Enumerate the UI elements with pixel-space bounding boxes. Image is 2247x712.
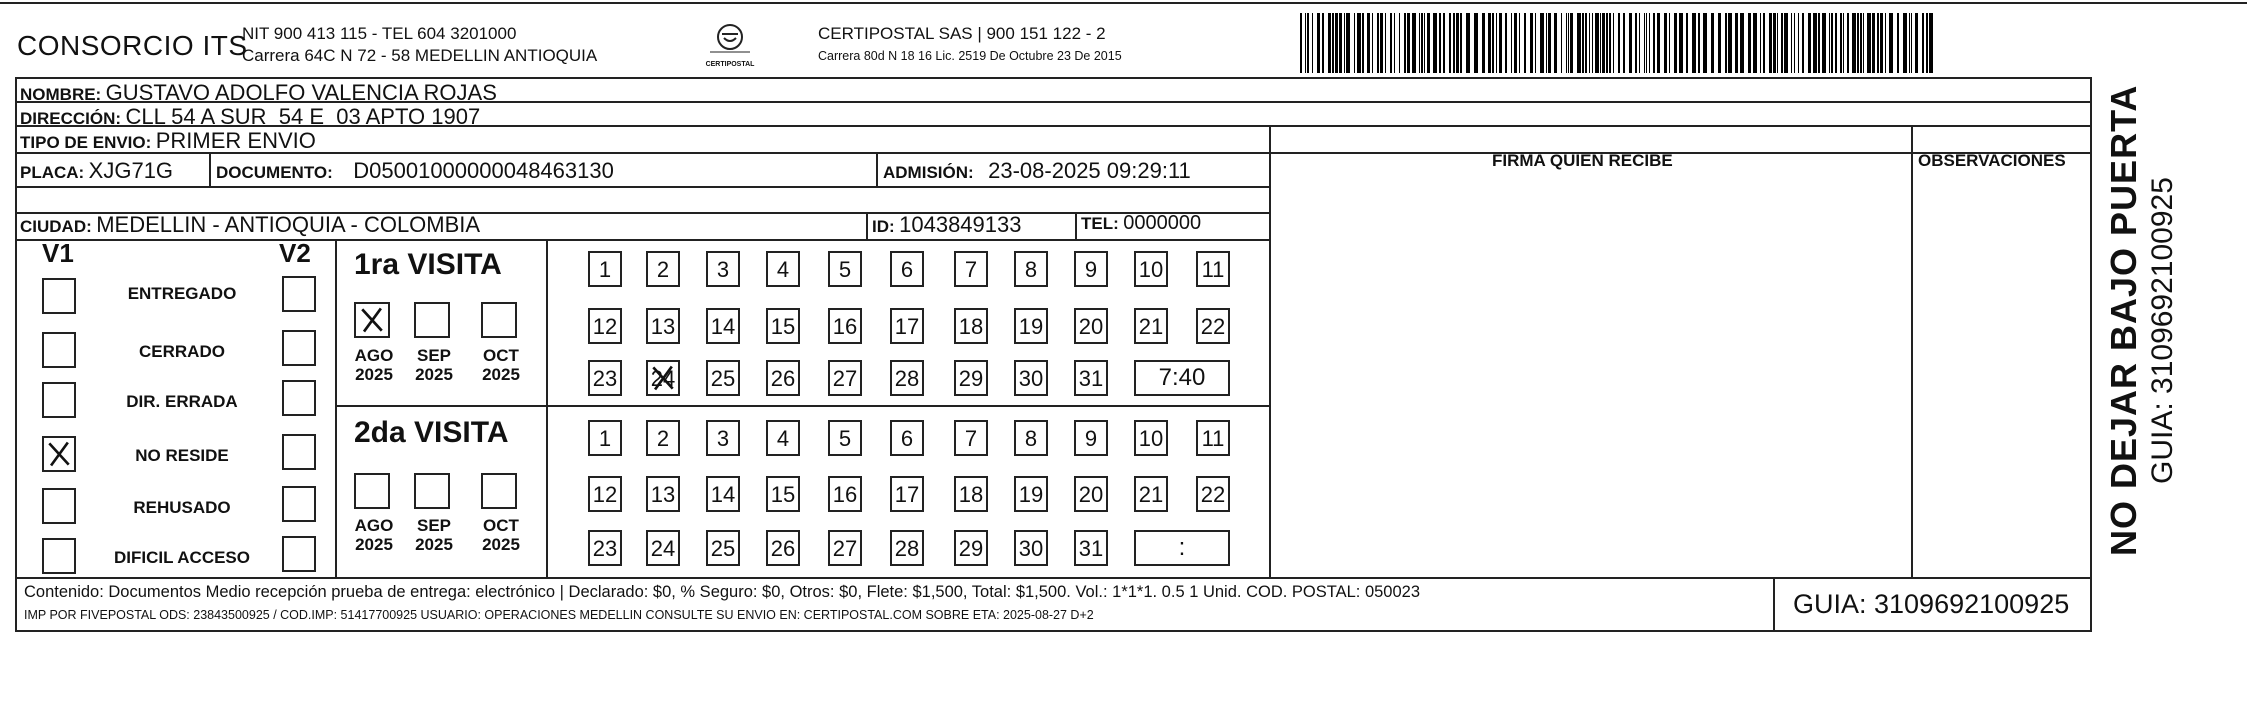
footer-top — [15, 577, 2092, 579]
day-box[interactable] — [766, 530, 800, 566]
frame-bottom — [15, 630, 2092, 632]
month-label — [344, 346, 404, 384]
ciudad-cell — [20, 212, 480, 238]
day-number: 19 — [1018, 482, 1044, 507]
day-number: 2 — [656, 426, 670, 451]
cert-line2: Carrera 80d N 18 16 Lic. 2519 De Octubre 23 De 2015 — [818, 49, 1122, 63]
month-name: AGO — [354, 346, 394, 365]
logo-icon — [700, 22, 760, 56]
row-line-6 — [15, 239, 1269, 241]
row-line-4 — [15, 186, 1269, 188]
day-number: 25 — [710, 366, 736, 391]
month-year: 2025 — [482, 535, 520, 554]
month-label — [344, 516, 404, 554]
day-number: 26 — [770, 536, 796, 561]
month-year: 2025 — [355, 365, 393, 384]
check-mark-icon — [356, 304, 388, 336]
footer-content: Contenido: Documentos Medio recepción prueba de entrega: electrónico | Declarado: $0, % Seguro: $0, Otros: $0, Flete: $1,500, Total: $1,500. Vol.: 1*1*1. 0.5 1 Unid. COD. POSTAL: 050023 — [24, 583, 1421, 601]
placa-divider — [209, 152, 211, 188]
day-number: 18 — [958, 314, 984, 339]
check-mark-icon — [648, 362, 678, 394]
v1-checkbox[interactable] — [42, 332, 76, 368]
month-year: 2025 — [482, 365, 520, 384]
nombre-row — [20, 80, 497, 106]
month-name: SEP — [416, 516, 452, 535]
company-info — [242, 23, 597, 67]
id-value: 1043849133 — [899, 212, 1022, 237]
certipostal-logo — [700, 22, 760, 66]
tel-label: TEL: — [1081, 214, 1119, 233]
check-mark-icon — [44, 438, 74, 470]
v1-header: V1 — [42, 238, 74, 268]
day-box[interactable] — [646, 530, 680, 566]
day-number: 10 — [1138, 426, 1164, 451]
v2-checkbox[interactable] — [282, 486, 316, 522]
month-name: AGO — [354, 516, 394, 535]
day-box[interactable] — [1134, 308, 1168, 344]
day-box[interactable] — [954, 360, 988, 396]
day-box[interactable] — [1014, 360, 1048, 396]
day-number: 23 — [592, 366, 618, 391]
month-name: OCT — [483, 346, 519, 365]
time-field[interactable]: : — [1134, 530, 1230, 566]
month-year: 2025 — [415, 365, 453, 384]
certipostal-info — [818, 23, 1122, 67]
day-box[interactable] — [1014, 308, 1048, 344]
month-checkbox[interactable] — [414, 473, 450, 509]
day-number: 8 — [1024, 257, 1038, 282]
month-label — [471, 516, 531, 554]
observaciones-header: OBSERVACIONES — [1918, 151, 2066, 170]
day-number: 10 — [1138, 257, 1164, 282]
day-box[interactable] — [828, 360, 862, 396]
day-number: 13 — [650, 314, 676, 339]
day-box[interactable] — [588, 308, 622, 344]
cert-line1: CERTIPOSTAL SAS | 900 151 122 - 2 — [818, 24, 1106, 43]
v1-checkbox[interactable] — [42, 382, 76, 418]
status-label: REHUSADO — [133, 498, 231, 517]
day-number: 20 — [1078, 482, 1104, 507]
status-label: DIFICIL ACCESO — [113, 548, 250, 567]
day-number: 29 — [958, 536, 984, 561]
day-number: 8 — [1024, 426, 1038, 451]
day-number: 25 — [710, 536, 736, 561]
day-number: 17 — [894, 482, 920, 507]
day-number: 7 — [964, 426, 978, 451]
nombre-label: NOMBRE: — [20, 85, 102, 104]
day-number: 11 — [1201, 257, 1225, 282]
day-box[interactable] — [1196, 420, 1230, 456]
day-box[interactable] — [766, 420, 800, 456]
id-cell — [872, 212, 1021, 238]
day-number: 22 — [1200, 482, 1226, 507]
admision-label: ADMISIÓN: — [883, 163, 974, 182]
tel-divider — [1075, 212, 1077, 239]
day-box[interactable] — [766, 476, 800, 512]
day-box[interactable] — [1074, 251, 1108, 287]
day-number: 31 — [1078, 366, 1104, 391]
day-box[interactable] — [954, 308, 988, 344]
direccion-row — [20, 104, 480, 130]
day-box[interactable] — [954, 251, 988, 287]
day-box[interactable] — [588, 420, 622, 456]
day-box[interactable] — [588, 476, 622, 512]
day-box[interactable] — [890, 360, 924, 396]
day-number: 5 — [838, 257, 852, 282]
guia-divider — [1773, 577, 1775, 632]
day-number: 3 — [716, 426, 730, 451]
documento-cell — [216, 158, 614, 184]
day-box[interactable] — [890, 251, 924, 287]
frame-left — [15, 77, 17, 632]
day-box[interactable] — [1196, 308, 1230, 344]
v2-checkbox[interactable] — [282, 434, 316, 470]
day-box[interactable] — [1074, 530, 1108, 566]
v1-checkbox[interactable] — [42, 538, 76, 574]
day-box[interactable] — [1074, 476, 1108, 512]
month-year: 2025 — [415, 535, 453, 554]
day-number: 29 — [958, 366, 984, 391]
footer-imp: IMP POR FIVEPOSTAL ODS: 23843500925 / COD.IMP: 51417700925 USUARIO: OPERACIONES MEDELLIN CONSULTE SU ENVIO EN: CERTIPOSTAL.COM SOBRE ETA: 2025-08-27 D+2 — [24, 608, 1094, 622]
month-year: 2025 — [355, 535, 393, 554]
day-number: 7 — [964, 257, 978, 282]
day-box[interactable] — [890, 420, 924, 456]
v1-checkbox[interactable] — [42, 488, 76, 524]
tel-cell — [1081, 212, 1201, 235]
day-box[interactable] — [766, 360, 800, 396]
month-checkbox[interactable] — [481, 302, 517, 338]
day-box[interactable] — [954, 476, 988, 512]
month-label — [404, 346, 464, 384]
day-number: 21 — [1138, 482, 1164, 507]
no-dejar-bajo-puerta: NO DEJAR BAJO PUERTA — [2103, 84, 2144, 556]
v1-checkbox[interactable] — [42, 436, 76, 472]
day-box[interactable] — [706, 476, 740, 512]
day-number: 4 — [776, 426, 790, 451]
day-box[interactable] — [646, 476, 680, 512]
day-box[interactable] — [1074, 360, 1108, 396]
status-label: NO RESIDE — [135, 446, 229, 465]
id-divider — [866, 212, 868, 239]
day-box[interactable] — [706, 251, 740, 287]
day-box[interactable] — [828, 251, 862, 287]
day-number: 12 — [592, 482, 618, 507]
day-box[interactable] — [646, 360, 680, 396]
tipo-row — [20, 128, 316, 154]
day-box[interactable] — [1014, 420, 1048, 456]
day-box[interactable] — [646, 308, 680, 344]
day-box[interactable] — [954, 530, 988, 566]
day-number: 17 — [894, 314, 920, 339]
tipo-value: PRIMER ENVIO — [155, 128, 316, 153]
tipo-label: TIPO DE ENVIO: — [20, 133, 152, 152]
nombre-value: GUSTAVO ADOLFO VALENCIA ROJAS — [105, 80, 497, 105]
status-label: ENTREGADO — [127, 284, 237, 303]
admision-value: 23-08-2025 09:29:11 — [988, 158, 1191, 183]
day-number: 3 — [716, 257, 730, 282]
top-border — [0, 2, 2247, 4]
day-number: 26 — [770, 366, 796, 391]
day-number: 13 — [650, 482, 676, 507]
day-number: 30 — [1018, 366, 1044, 391]
day-box[interactable] — [706, 530, 740, 566]
day-number: 24 — [650, 536, 676, 561]
ciudad-value: MEDELLIN - ANTIOQUIA - COLOMBIA — [96, 212, 481, 237]
day-number: 1 — [598, 426, 612, 451]
day-number: 30 — [1018, 536, 1044, 561]
day-number: 14 — [710, 482, 736, 507]
day-box[interactable] — [954, 420, 988, 456]
day-number: 2 — [656, 257, 670, 282]
day-box[interactable] — [828, 476, 862, 512]
day-box[interactable] — [588, 530, 622, 566]
day-number: 18 — [958, 482, 984, 507]
day-box[interactable] — [766, 308, 800, 344]
nit-line: NIT 900 413 115 - TEL 604 3201000 — [242, 24, 517, 43]
v2-checkbox[interactable] — [282, 380, 316, 416]
day-number: 16 — [832, 482, 858, 507]
placa-cell — [20, 158, 173, 184]
day-box[interactable] — [828, 420, 862, 456]
day-box[interactable] — [1014, 251, 1048, 287]
documento-value: D05001000000048463130 — [353, 158, 614, 183]
day-number: 11 — [1201, 426, 1225, 451]
time-field[interactable]: 7:40 — [1134, 360, 1230, 396]
month-name: SEP — [416, 346, 452, 365]
day-number: 16 — [832, 314, 858, 339]
v2-checkbox[interactable] — [282, 330, 316, 366]
month-checkbox[interactable] — [414, 302, 450, 338]
day-box[interactable] — [646, 251, 680, 287]
day-number: 6 — [900, 257, 914, 282]
day-number: 5 — [838, 426, 852, 451]
visit-divider — [335, 405, 1269, 407]
month-checkbox[interactable] — [354, 302, 390, 338]
firma-divider — [1269, 125, 1271, 579]
months-divider — [546, 239, 548, 579]
status-label: DIR. ERRADA — [126, 392, 238, 411]
id-label: ID: — [872, 217, 895, 236]
v2-checkbox[interactable] — [282, 276, 316, 312]
day-box[interactable] — [1074, 308, 1108, 344]
day-box[interactable] — [1196, 476, 1230, 512]
status-label: CERRADO — [139, 342, 225, 361]
side-guia: GUIA: 3109692100925 — [2146, 177, 2179, 484]
day-number: 19 — [1018, 314, 1044, 339]
visit2-title: 2da VISITA — [354, 416, 509, 449]
day-box[interactable] — [1074, 420, 1108, 456]
barcode — [1300, 13, 1940, 73]
v2-checkbox[interactable] — [282, 536, 316, 572]
placa-label: PLACA: — [20, 163, 85, 182]
day-box[interactable] — [890, 308, 924, 344]
address-line: Carrera 64C N 72 - 58 MEDELLIN ANTIOQUIA — [242, 46, 598, 65]
day-box[interactable] — [706, 308, 740, 344]
day-number: 6 — [900, 426, 914, 451]
month-checkbox[interactable] — [481, 473, 517, 509]
day-number: 23 — [592, 536, 618, 561]
obs-divider — [1911, 125, 1913, 579]
visit1-title: 1ra VISITA — [354, 248, 502, 281]
day-box[interactable] — [1134, 476, 1168, 512]
day-box[interactable] — [1014, 476, 1048, 512]
day-box[interactable] — [1014, 530, 1048, 566]
day-number: 27 — [832, 536, 858, 561]
day-box[interactable] — [890, 476, 924, 512]
frame-right — [2090, 77, 2092, 632]
frame-top — [15, 77, 2092, 79]
status-divider — [335, 239, 337, 579]
guia-number: GUIA: 3109692100925 — [1793, 589, 2070, 619]
day-box[interactable] — [1196, 251, 1230, 287]
day-number: 1 — [598, 257, 612, 282]
day-number: 4 — [776, 257, 790, 282]
documento-label: DOCUMENTO: — [216, 163, 333, 182]
ciudad-label: CIUDAD: — [20, 217, 92, 236]
month-label — [404, 516, 464, 554]
brand-name: CONSORCIO ITS — [17, 30, 248, 61]
day-box[interactable] — [706, 360, 740, 396]
v2-header: V2 — [279, 238, 311, 268]
day-box[interactable] — [1134, 251, 1168, 287]
day-box[interactable] — [766, 251, 800, 287]
day-number: 15 — [770, 314, 796, 339]
month-checkbox[interactable] — [354, 473, 390, 509]
admision-cell — [883, 158, 1191, 184]
day-box[interactable] — [828, 530, 862, 566]
day-number: 20 — [1078, 314, 1104, 339]
day-box[interactable] — [646, 420, 680, 456]
day-number: 24 — [650, 366, 676, 391]
day-number: 28 — [894, 536, 920, 561]
day-number: 14 — [710, 314, 736, 339]
month-name: OCT — [483, 516, 519, 535]
day-box[interactable] — [890, 530, 924, 566]
direccion-label: DIRECCIÓN: — [20, 109, 122, 128]
placa-value: XJG71G — [88, 158, 174, 183]
logo-text: CERTIPOSTAL — [705, 61, 755, 68]
day-box[interactable] — [1134, 420, 1168, 456]
day-box[interactable] — [588, 360, 622, 396]
day-box[interactable] — [706, 420, 740, 456]
day-number: 28 — [894, 366, 920, 391]
day-number: 12 — [592, 314, 618, 339]
day-number: 22 — [1200, 314, 1226, 339]
firma-header: FIRMA QUIEN RECIBE — [1492, 151, 1673, 170]
day-number: 15 — [770, 482, 796, 507]
day-box[interactable] — [588, 251, 622, 287]
day-number: 31 — [1078, 536, 1104, 561]
day-box[interactable] — [828, 308, 862, 344]
day-number: 27 — [832, 366, 858, 391]
v1-checkbox[interactable] — [42, 278, 76, 314]
day-number: 21 — [1138, 314, 1164, 339]
day-number: 9 — [1084, 426, 1098, 451]
day-number: 9 — [1084, 257, 1098, 282]
direccion-value: CLL 54 A SUR 54 E 03 APTO 1907 — [125, 104, 481, 129]
month-label — [471, 346, 531, 384]
admision-divider — [876, 152, 878, 188]
tel-value: 0000000 — [1123, 212, 1202, 234]
